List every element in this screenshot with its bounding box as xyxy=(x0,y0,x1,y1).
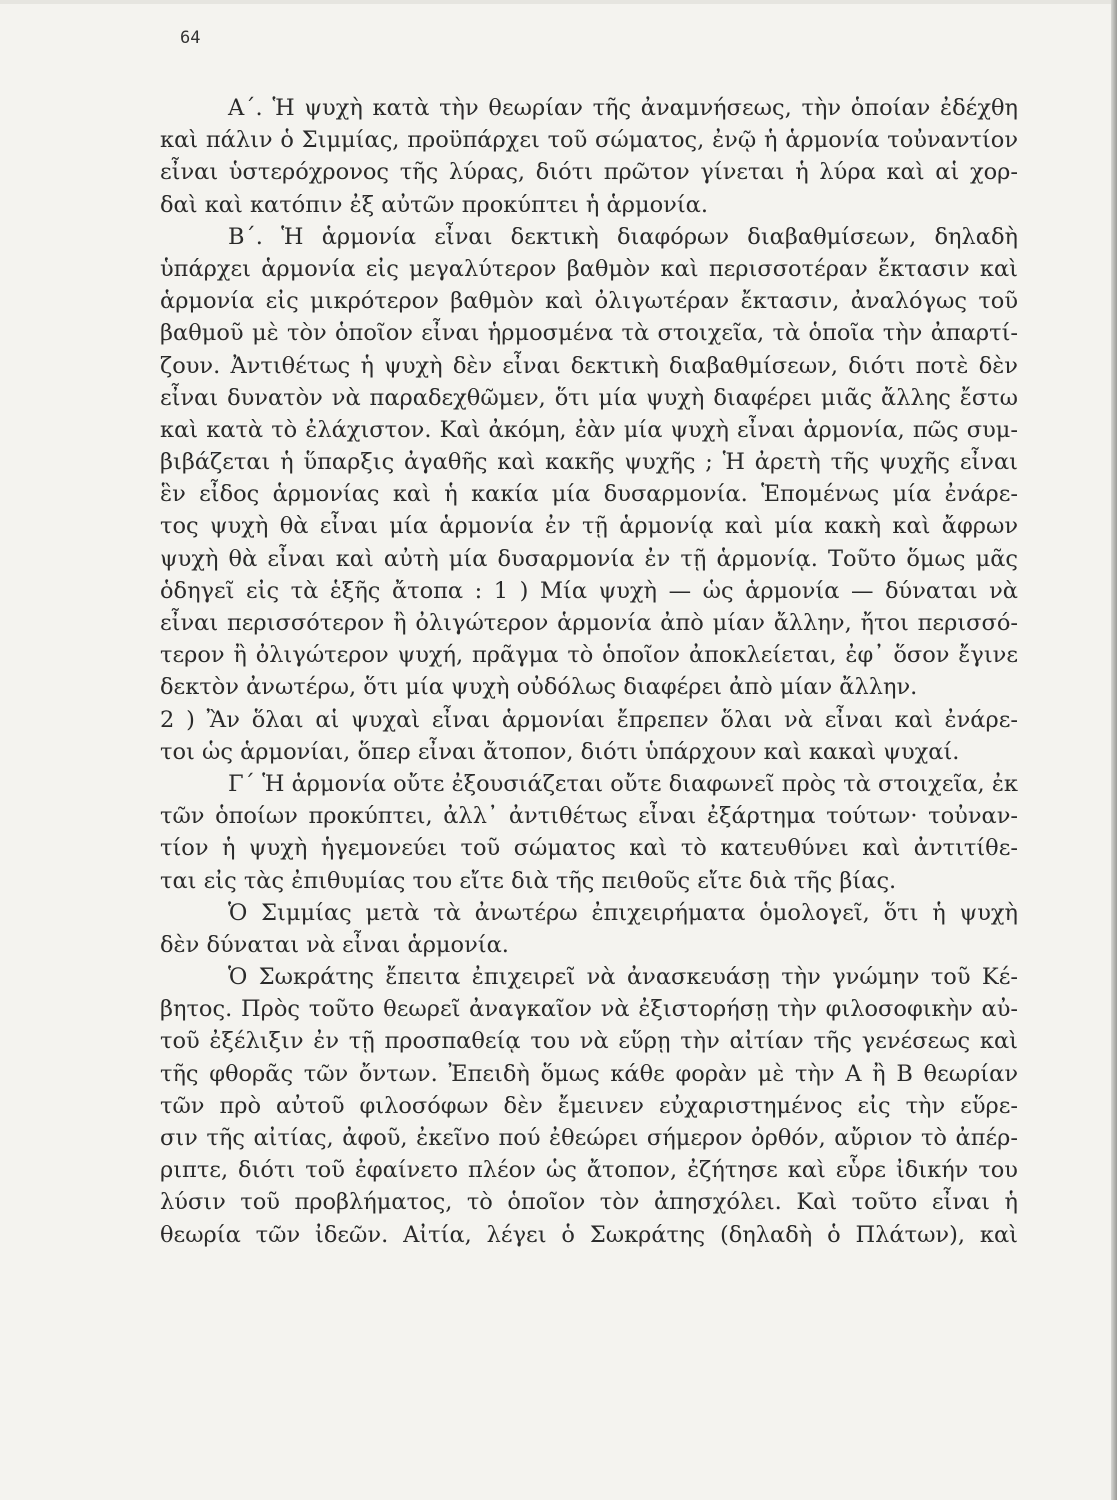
body-text xyxy=(160,92,1018,1251)
text-line: Ὁ Σιμμίας μετὰ τὰ ἀνωτέρω ἐπιχειρήματα ὁμολογεῖ, ὅτι ἡ ψυχὴ xyxy=(228,899,1018,926)
text-line: εἶναι ὑστερόχρονος τῆς λύρας, διότι πρῶτον γίνεται ἡ λύρα καὶ αἱ χορ- xyxy=(160,159,1018,186)
text-line: τερον ἢ ὀλιγώτερον ψυχή, πρᾶγμα τὸ ὁποῖον ἀποκλείεται, ἐφ᾽ ὅσον ἔγινε xyxy=(160,642,1018,669)
text-line: ται εἰς τὰς ἐπιθυμίας του εἴτε διὰ τῆς πειθοῦς εἴτε διὰ τῆς βίας. xyxy=(160,867,897,894)
text-line: ζουν. Ἀντιθέτως ἡ ψυχὴ δὲν εἶναι δεκτικὴ διαβαθμίσεων, διότι ποτὲ δὲν xyxy=(160,352,1018,379)
text-line: εἶναι δυνατὸν νὰ παραδεχθῶμεν, ὅτι μία ψυχὴ διαφέρει μιᾶς ἄλλης ἔστω xyxy=(160,384,1018,411)
text-line: βητος. Πρὸς τοῦτο θεωρεῖ ἀναγκαῖον νὰ ἐξιστορήσῃ τὴν φιλοσοφικὴν αὐ- xyxy=(160,996,1018,1023)
text-line: βαθμοῦ μὲ τὸν ὁποῖον εἶναι ἡρμοσμένα τὰ στοιχεῖα, τὰ ὁποῖα τὴν ἀπαρτί- xyxy=(160,320,1018,347)
text-line: ὑπάρχει ἁρμονία εἰς μεγαλύτερον βαθμὸν καὶ περισσοτέραν ἔκτασιν καὶ xyxy=(160,255,1018,282)
text-line: τῶν ὁποίων προκύπτει, ἀλλ᾽ ἀντιθέτως εἶναι ἐξάρτημα τούτων· τοὐναν- xyxy=(160,803,1018,830)
page-top-edge xyxy=(0,0,1117,4)
text-line: καὶ κατὰ τὸ ἐλάχιστον. Καὶ ἀκόμη, ἐὰν μία ψυχὴ εἶναι ἁρμονία, πῶς συμ- xyxy=(160,416,1018,443)
text-line: τοι ὡς ἁρμονίαι, ὅπερ εἶναι ἄτοπον, διότι ὑπάρχουν καὶ κακαὶ ψυχαί. xyxy=(160,738,960,765)
text-line: Α΄. Ἡ ψυχὴ κατὰ τὴν θεωρίαν τῆς ἀναμνήσεως, τὴν ὁποίαν ἐδέχθη xyxy=(228,95,1018,121)
text-line: Γ΄ Ἡ ἁρμονία οὔτε ἐξουσιάζεται οὔτε διαφωνεῖ πρὸς τὰ στοιχεῖα, ἐκ xyxy=(228,770,1018,797)
text-line: τοῦ ἐξέλιξιν ἐν τῇ προσπαθείᾳ του νὰ εὕρῃ τὴν αἰτίαν τῆς γενέσεως καὶ xyxy=(160,1028,1018,1055)
text-line: καὶ πάλιν ὁ Σιμμίας, προϋπάρχει τοῦ σώματος, ἐνῷ ἡ ἁρμονία τοὐναντίον xyxy=(160,127,1018,154)
text-line: εἶναι περισσότερον ἢ ὀλιγώτερον ἁρμονία ἀπὸ μίαν ἄλλην, ἤτοι περισσό- xyxy=(160,610,1018,636)
page-right-edge-shadow xyxy=(1111,0,1117,1500)
text-line: ψυχὴ θὰ εἶναι καὶ αὐτὴ μία δυσαρμονία ἐν τῇ ἁρμονίᾳ. Τοῦτο ὅμως μᾶς xyxy=(160,545,1018,572)
page-number: 64 xyxy=(180,28,201,48)
text-line: δαὶ καὶ κατόπιν ἐξ αὐτῶν προκύπτει ἡ ἁρμονία. xyxy=(160,191,708,218)
text-line: βιβάζεται ἡ ὕπαρξις ἀγαθῆς καὶ κακῆς ψυχῆς ; Ἡ ἀρετὴ τῆς ψυχῆς εἶναι xyxy=(160,449,1018,476)
text-line: θεωρία τῶν ἰδεῶν. Αἰτία, λέγει ὁ Σωκράτης (δηλαδὴ ὁ Πλάτων), καὶ xyxy=(160,1221,1018,1248)
text-line: ἓν εἶδος ἁρμονίας καὶ ἡ κακία μία δυσαρμονία. Ἑπομένως μία ἐνάρε- xyxy=(160,481,1018,508)
text-line: ὁδηγεῖ εἰς τὰ ἑξῆς ἄτοπα : 1 ) Μία ψυχὴ — ὡς ἁρμονία — δύναται νὰ xyxy=(160,577,1018,604)
text-line: τίον ἡ ψυχὴ ἡγεμονεύει τοῦ σώματος καὶ τὸ κατευθύνει καὶ ἀντιτίθε- xyxy=(160,835,1018,862)
text-line: τῶν πρὸ αὐτοῦ φιλοσόφων δὲν ἔμεινεν εὐχαριστημένος εἰς τὴν εὕρε- xyxy=(160,1092,1018,1119)
text-line: Ὁ Σωκράτης ἔπειτα ἐπιχειρεῖ νὰ ἀνασκευάσῃ τὴν γνώμην τοῦ Κέ- xyxy=(228,964,1018,991)
text-line: δεκτὸν ἀνωτέρω, ὅτι μία ψυχὴ οὐδόλως διαφέρει ἀπὸ μίαν ἄλλην. xyxy=(160,674,918,701)
text-line: ἁρμονία εἰς μικρότερον βαθμὸν καὶ ὀλιγωτέραν ἔκτασιν, ἀναλόγως τοῦ xyxy=(160,288,1018,315)
text-line: δὲν δύναται νὰ εἶναι ἁρμονία. xyxy=(160,931,509,958)
text-line: λύσιν τοῦ προβλήματος, τὸ ὁποῖον τὸν ἀπησχόλει. Καὶ τοῦτο εἶναι ἡ xyxy=(160,1189,1018,1216)
text-line: σιν τῆς αἰτίας, ἀφοῦ, ἐκεῖνο πού ἐθεώρει σήμερον ὀρθόν, αὔριον τὸ ἀπέρ- xyxy=(160,1125,1018,1151)
text-line: Β΄. Ἡ ἁρμονία εἶναι δεκτικὴ διαφόρων διαβαθμίσεων, δηλαδὴ xyxy=(228,223,1018,250)
text-line: τος ψυχὴ θὰ εἶναι μία ἁρμονία ἐν τῇ ἁρμονίᾳ καὶ μία κακὴ καὶ ἄφρων xyxy=(160,513,1018,540)
text-line: ριπτε, διότι τοῦ ἐφαίνετο πλέον ὡς ἄτοπον, ἐζήτησε καὶ εὗρε ἰδικήν του xyxy=(160,1157,1018,1184)
text-line: τῆς φθορᾶς τῶν ὄντων. Ἐπειδὴ ὅμως κάθε φορὰν μὲ τὴν Α ἢ Β θεωρίαν xyxy=(160,1060,1018,1087)
text-line: 2 ) Ἂν ὅλαι αἱ ψυχαὶ εἶναι ἁρμονίαι ἔπρεπεν ὅλαι νὰ εἶναι καὶ ἐνάρε- xyxy=(160,706,1018,733)
